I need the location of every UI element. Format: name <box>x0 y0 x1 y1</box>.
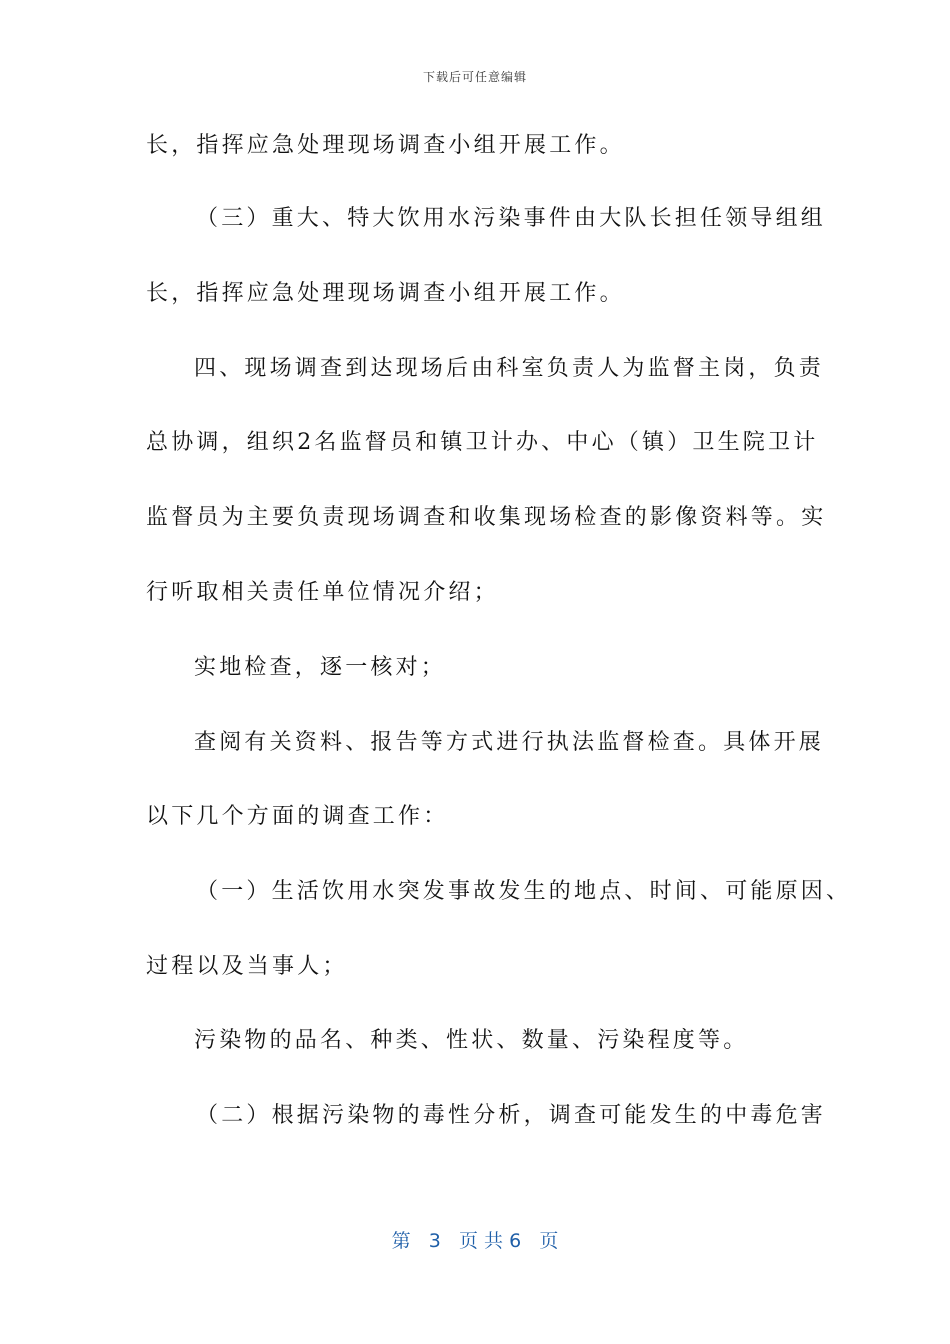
text-line: 以下几个方面的调查工作： <box>146 804 449 829</box>
text-line: （一）生活饮用水突发事故发生的地点、时间、可能原因、 <box>196 879 852 904</box>
text-line: 长，指挥应急处理现场调查小组开展工作。 <box>146 281 625 306</box>
text-line: 污染物的品名、种类、性状、数量、污染程度等。 <box>194 1028 749 1053</box>
header-note: 下载后可任意编辑 <box>422 70 527 84</box>
page-footer <box>0 1226 950 1253</box>
text-line: 总协调，组织2名监督员和镇卫计办、中心（镇）卫生院卫计 <box>146 430 819 455</box>
text-line: 查阅有关资料、报告等方式进行执法监督检查。具体开展 <box>194 730 825 755</box>
text-line: 长，指挥应急处理现场调查小组开展工作。 <box>146 133 625 158</box>
text-line: 行听取相关责任单位情况介绍； <box>146 580 499 605</box>
footer-label-end: 页 <box>539 1230 559 1252</box>
footer-total-pages: 6 <box>509 1230 522 1252</box>
text-line: （二）根据污染物的毒性分析，调查可能发生的中毒危害 <box>196 1103 827 1128</box>
footer-label-total: 页 共 <box>459 1230 504 1252</box>
text-line: （三）重大、特大饮用水污染事件由大队长担任领导组组 <box>196 206 827 231</box>
text-line: 监督员为主要负责现场调查和收集现场检查的影像资料等。实 <box>146 505 827 530</box>
footer-current-page: 3 <box>428 1230 441 1252</box>
text-line: 实地检查，逐一核对； <box>194 655 447 680</box>
footer-label-page: 第 <box>391 1230 411 1252</box>
text-line: 四、现场调查到达现场后由科室负责人为监督主岗，负责 <box>194 356 825 381</box>
text-line: 过程以及当事人； <box>146 954 348 979</box>
